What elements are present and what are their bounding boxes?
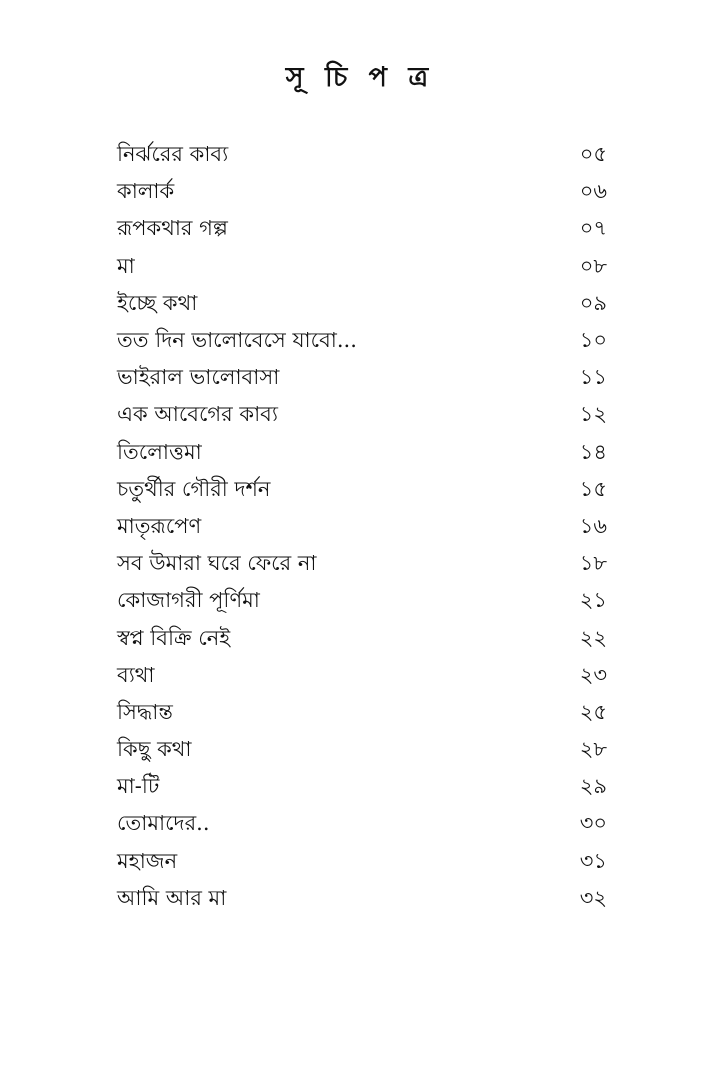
toc-entry bbox=[117, 323, 607, 360]
toc-entry bbox=[117, 546, 607, 583]
toc-entry-page-number: ২৮ bbox=[579, 737, 607, 762]
toc-entry-page-number: ০৮ bbox=[579, 253, 607, 278]
toc-entry bbox=[117, 174, 607, 211]
toc-entry bbox=[117, 806, 607, 843]
toc-entry-title: সিদ্ধান্ত bbox=[117, 699, 173, 724]
toc-entry bbox=[117, 286, 607, 323]
toc-entry-page-number: ৩০ bbox=[579, 811, 607, 836]
toc-entry bbox=[117, 435, 607, 472]
toc-entry bbox=[117, 844, 607, 881]
toc-entry-title: তত দিন ভালোবেসে যাবো... bbox=[117, 328, 357, 353]
toc-entry-page-number: ২১ bbox=[579, 588, 607, 613]
toc-entry-title: এক আবেগের কাব্য bbox=[117, 402, 278, 427]
toc-entry-title: নির্ঝরের কাব্য bbox=[117, 142, 229, 167]
toc-entry bbox=[117, 695, 607, 732]
toc-entry-page-number: ১০ bbox=[579, 328, 607, 353]
toc-entry-page-number: ০৯ bbox=[579, 290, 607, 315]
toc-entry-page-number: ১৮ bbox=[579, 551, 607, 576]
toc-entry-page-number: ২২ bbox=[579, 625, 607, 650]
toc-entry-title: মা-টি bbox=[117, 774, 160, 799]
toc-entry-page-number: ১৬ bbox=[579, 513, 607, 538]
table-of-contents bbox=[117, 137, 607, 918]
toc-entry-title: কিছু কথা bbox=[117, 737, 192, 762]
toc-entry-title: তিলোত্তমা bbox=[117, 439, 202, 464]
toc-entry bbox=[117, 658, 607, 695]
toc-entry-title: ভাইরাল ভালোবাসা bbox=[117, 365, 280, 390]
toc-entry-title: কালার্ক bbox=[117, 179, 175, 204]
toc-entry bbox=[117, 211, 607, 248]
toc-entry-title: তোমাদের.. bbox=[117, 811, 210, 836]
toc-entry-title: সব উমারা ঘরে ফেরে না bbox=[117, 551, 317, 576]
toc-entry bbox=[117, 360, 607, 397]
toc-entry bbox=[117, 472, 607, 509]
toc-entry bbox=[117, 397, 607, 434]
page-title: সূ চি প ত্র bbox=[285, 62, 435, 93]
toc-entry-title: মা bbox=[117, 253, 135, 278]
toc-entry bbox=[117, 620, 607, 657]
toc-entry-title: স্বপ্ন বিক্রি নেই bbox=[117, 625, 231, 650]
toc-entry-page-number: ৩১ bbox=[579, 848, 607, 873]
toc-entry-page-number: ০৫ bbox=[579, 142, 607, 167]
toc-entry bbox=[117, 509, 607, 546]
toc-entry-title: মহাজন bbox=[117, 848, 178, 873]
toc-entry-page-number: ১১ bbox=[579, 365, 607, 390]
toc-entry-page-number: ৩২ bbox=[579, 885, 607, 910]
toc-entry-page-number: ১২ bbox=[579, 402, 607, 427]
toc-entry-title: আমি আর মা bbox=[117, 885, 227, 910]
toc-entry bbox=[117, 769, 607, 806]
toc-entry bbox=[117, 249, 607, 286]
toc-entry bbox=[117, 881, 607, 918]
toc-entry bbox=[117, 732, 607, 769]
toc-entry-page-number: ০৭ bbox=[579, 216, 607, 241]
toc-entry-title: ইচ্ছে কথা bbox=[117, 290, 198, 315]
toc-entry bbox=[117, 137, 607, 174]
toc-entry-page-number: ২৩ bbox=[579, 662, 607, 687]
toc-entry-title: রূপকথার গল্প bbox=[117, 216, 228, 241]
toc-entry-page-number: ১৫ bbox=[579, 476, 607, 501]
toc-entry-page-number: ০৬ bbox=[579, 179, 607, 204]
toc-entry-title: মাতৃরূপেণ bbox=[117, 513, 202, 538]
toc-entry-title: চতুর্থীর গৌরী দর্শন bbox=[117, 476, 271, 501]
toc-entry-page-number: ১৪ bbox=[579, 439, 607, 464]
toc-entry bbox=[117, 583, 607, 620]
toc-entry-title: কোজাগরী পূর্ণিমা bbox=[117, 588, 260, 613]
toc-entry-title: ব্যথা bbox=[117, 662, 155, 687]
toc-entry-page-number: ২৫ bbox=[579, 699, 607, 724]
toc-entry-page-number: ২৯ bbox=[579, 774, 607, 799]
